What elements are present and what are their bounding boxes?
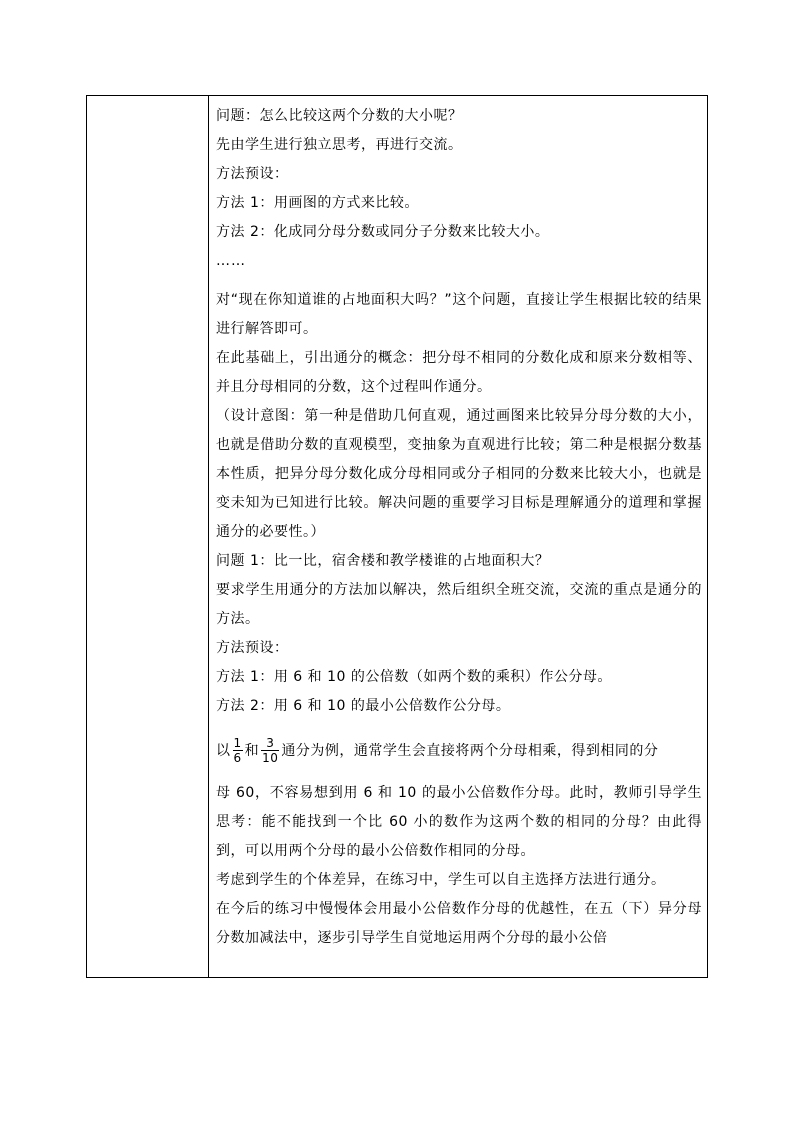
fraction-1-numerator: 1: [233, 735, 242, 750]
column-divider: [208, 96, 209, 977]
question-1-line: 问题 1：比一比，宿舍楼和教学楼谁的占地面积大？: [216, 553, 550, 569]
paragraph-design-intent: （设计意图：第一种是借助几何直观，通过画图来比较异分母分数的大小，也就是借助分数的直观模型，变抽象为直观进行比较；第二种是根据分数基本性质，把异分母分数化成分母相同或分子相同的分数来比较大小，也就是变未知为已知进行比较。解决问题的重要学习目标是理解通分的道理和掌握通分的必要性。）: [216, 408, 702, 540]
fraction-and: 和: [244, 743, 260, 759]
method-1b-line: 方法 1：用 6 和 10 的公倍数（如两个数的乘积）作公分母。: [216, 669, 612, 685]
fraction-suffix: 通分为例，通常学生会直接将两个分母相乘，得到相同的分: [281, 743, 659, 759]
instruction-line: 先由学生进行独立思考，再进行交流。: [216, 137, 463, 153]
fraction-three-tenths: [261, 736, 279, 765]
paragraph-requirement: 要求学生用通分的方法加以解决，然后组织全班交流，交流的重点是通分的方法。: [216, 582, 702, 627]
paragraph-answer: 对“现在你知道谁的占地面积大吗？”这个问题，直接让学生根据比较的结果进行解答即可。: [216, 292, 702, 337]
paragraph-continuation: 母 60，不容易想到用 6 和 10 的最小公倍数作分母。此时，教师引导学生思考：能不能找到一个比 60 小的数作为这两个数的相同的分母？由此得到，可以用两个分母的最小公倍数作相同的分母。: [216, 785, 702, 859]
paragraph-future-practice: 在今后的练习中慢慢体会用最小公倍数作分母的优越性，在五（下）异分母分数加减法中，逐步引导学生自觉地运用两个分母的最小公倍: [216, 901, 702, 946]
fraction-2-numerator: 3: [266, 735, 275, 750]
method-2-line: 方法 2：化成同分母分数或同分子分数来比较大小。: [216, 224, 550, 240]
fraction-sentence: [216, 721, 702, 779]
lesson-table: [86, 95, 708, 978]
fraction-1-denominator: 6: [233, 750, 242, 765]
method-2b-line: 方法 2：用 6 和 10 的最小公倍数作公分母。: [216, 698, 511, 714]
fraction-one-sixth: [233, 736, 243, 765]
ellipsis-line: ……: [216, 253, 246, 269]
method-preset-heading-2: 方法预设：: [216, 640, 289, 656]
question-line: 问题：怎么比较这两个分数的大小呢？: [216, 108, 463, 124]
content-cell: [216, 102, 702, 953]
fraction-prefix: 以: [216, 743, 231, 759]
method-preset-heading: 方法预设：: [216, 166, 289, 182]
method-1-line: 方法 1：用画图的方式来比较。: [216, 195, 419, 211]
fraction-2-denominator: 10: [262, 750, 279, 765]
paragraph-definition: 在此基础上，引出通分的概念：把分母不相同的分数化成和原来分数相等、并且分母相同的分数，这个过程叫作通分。: [216, 350, 702, 395]
paragraph-individual-difference: 考虑到学生的个体差异，在练习中，学生可以自主选择方法进行通分。: [216, 872, 666, 888]
